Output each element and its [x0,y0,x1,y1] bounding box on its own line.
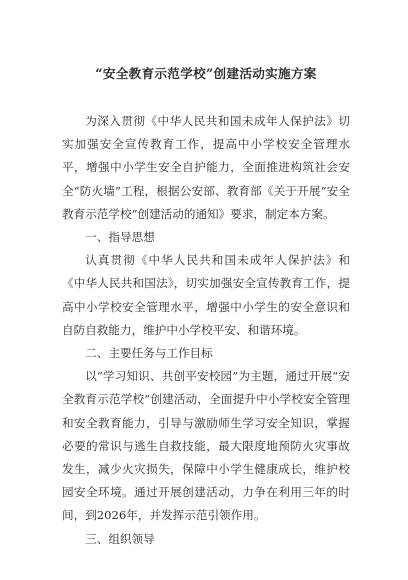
section-body-guiding-ideology: 认真贯彻《中华人民共和国未成年人保护法》和《中华人民共和国法》，切实加强安全宣传教育工作，提高中小学校安全管理水平，增强中小学生的安全意识和自防自救能力，维护中小学校平安、和谐环境。 [62,253,350,337]
intro-paragraph: 为深入贯彻《中华人民共和国未成年人保护法》切实加强安全宣传教育工作，提高中小学校安全管理水平，增强中小学生安全自护能力，全面推进构筑社会安全“防火墙”工程，根据公安部、教育部《关于开展“安全教育示范学校”创建活动的通知》要求，制定本方案。 [62,114,350,221]
section-heading-guiding-ideology: 一、指导思想 [85,230,155,245]
section-heading-organization: 三、组织领导 [85,531,155,546]
section-body-tasks-goals: 以“学习知识、共创平安校园”为主题，通过开展“安全教育示范学校”创建活动，全面提升中小学校安全管理和安全教育能力，引导与激励师生学习安全知识，掌握必要的常识与逃生自救技能，最大限度地预防火灾事故发生，减少火灾损失，保障中小学生健康成长，维护校园安全环境。通过开展创建活动，力争在利用三年的时间，到2026年，并发挥示范引领作用。 [62,369,350,523]
document-title: “安全教育示范学校”创建活动实施方案 [95,66,317,81]
section-heading-tasks-goals: 二、主要任务与工作目标 [85,346,213,361]
